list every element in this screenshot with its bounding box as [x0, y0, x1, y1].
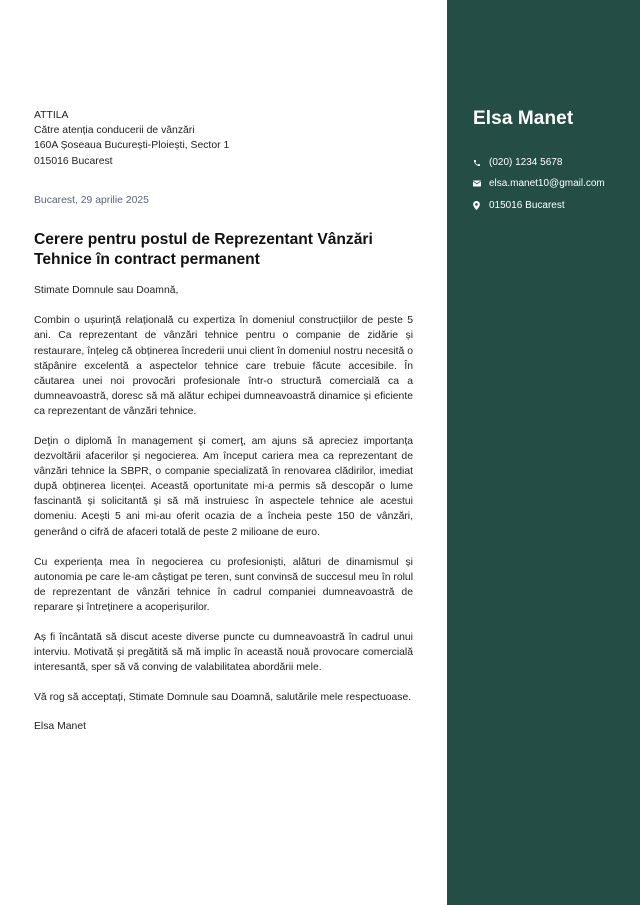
- phone-text[interactable]: (020) 1234 5678: [489, 157, 563, 168]
- contact-sidebar: [447, 0, 640, 905]
- letter-paragraph: Cu experiența mea în negocierea cu profesioniști, alături de dinamismul și autonomia pe care le-am câștigat pe teren, sunt convinsă de succesul meu în rolul de reprezentant de vânzări tehnice în cadrul companiei dumneavoastră de reparare și întreținere a acoperișurilor.: [34, 556, 413, 613]
- recipient-address: [34, 108, 413, 169]
- recipient-city: 015016 Bucarest: [34, 155, 113, 167]
- applicant-name: Elsa Manet: [473, 108, 574, 129]
- map-pin-icon: [473, 201, 489, 210]
- contact-location: [473, 200, 565, 211]
- email-text[interactable]: elsa.manet10@gmail.com: [489, 178, 605, 189]
- cover-letter: [34, 108, 413, 735]
- letter-paragraph: Combin o ușurință relațională cu expertiza în domeniul construcțiilor de peste 5 ani. Ca reprezentant de vânzări tehnice pentru o companie de zidărie și restaurare, înțeleg că obținerea încrederii unui client în domeniul nostru necesită o stăpânire excelentă a aspectelor tehnice care trebuie făcute accesibile. În căutarea unei noi provocări profesionale într-o structură comercială ca a dumneavoastră, doresc să mă alătur echipei dumneavoastră dinamice și eficiente ca reprezentant de vânzări tehnice.: [34, 315, 413, 417]
- recipient-company: ATTILA: [34, 110, 69, 121]
- letter-paragraph: Aș fi încântată să discut aceste diverse puncte cu dumneavoastră în cadrul unui interviu. Motivată și pregătită să mă implic în această nouă provocare comercială interesantă, sper să vă conving de valabilitatea abordării mele.: [34, 632, 413, 674]
- letter-greeting: Stimate Domnule sau Doamnă,: [34, 284, 179, 296]
- envelope-icon: [473, 180, 489, 187]
- recipient-attention: Către atenția conducerii de vânzări: [34, 125, 195, 137]
- phone-icon: [473, 159, 489, 167]
- letter-signature: Elsa Manet: [34, 721, 86, 733]
- letter-subject: Cerere pentru postul de Reprezentant Vânzări Tehnice în contract permanent: [34, 230, 373, 268]
- contact-phone: [473, 157, 562, 168]
- recipient-street: 160A Șoseaua București-Ploiești, Sector 1: [34, 140, 230, 152]
- letter-date: Bucarest, 29 aprilie 2025: [34, 194, 149, 206]
- letter-closing: Vă rog să acceptați, Stimate Domnule sau Doamnă, salutările mele respectuoase.: [34, 692, 412, 704]
- contact-email: [473, 178, 605, 189]
- location-text: 015016 Bucarest: [489, 200, 565, 211]
- letter-paragraph: Deţin o diplomă în management şi comerţ, am ajuns să apreciez importanța dezvoltării afacerilor și negocierea. Am început cariera mea ca reprezentant de vânzări tehnice la SBPR, o companie specializată în renovarea clădirilor, imediat după obținerea licenței. Această oportunitate mi-a permis să descopăr o lume fascinantă și solicitantă și să mă instruiesc în aspectele tehnice ale acestui domeniu. Acești 5 ani mi-au oferit ocazia de a încheia peste 150 de vânzări, generând o cifră de afaceri totală de peste 2 milioane de euro.: [34, 435, 413, 538]
